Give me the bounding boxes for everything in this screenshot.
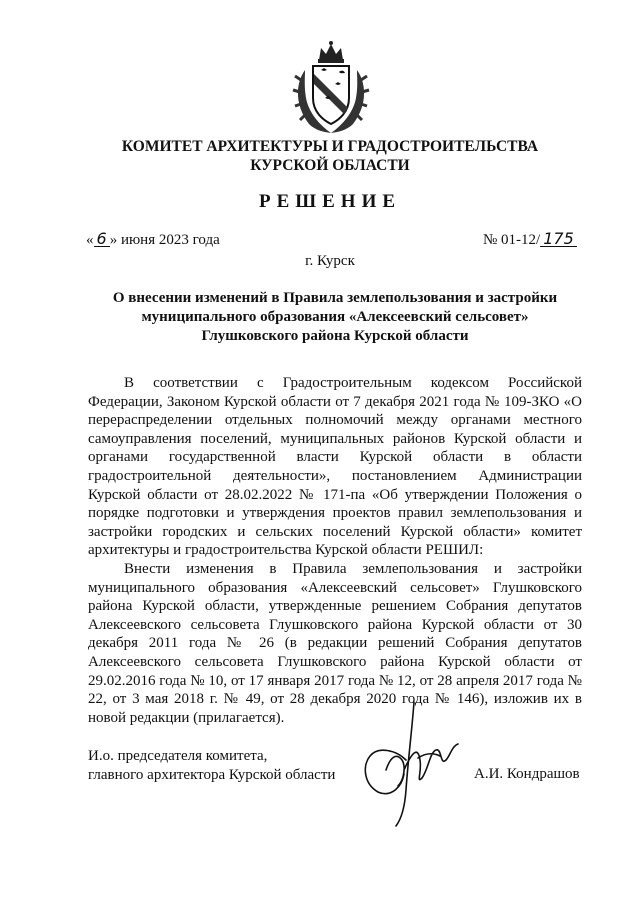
number-value-handwritten: 175 — [540, 231, 577, 247]
position-line1: И.о. председателя комитета, — [88, 748, 268, 764]
date-month-year: июня 2023 года — [117, 232, 220, 248]
decision-date — [86, 231, 220, 249]
decision-body — [88, 374, 582, 727]
body-paragraph-resolution: Внести изменения в Правила землепользования и застройки муниципального образования «Алексеевский сельсовет» Глушковского района Курской области, утвержденные решением Собрания депутатов Алексеевского сельсовета Глушковского района Курской области от 30 декабря 2011 года № 26 (в редакции решений Собрания депутатов Алексеевского сельсовета Глушковского района Курской области от 29.02.2016 года № 10, от 17 января 2017 года № 12, от 28 апреля 2017 года № 22, от 3 мая 2018 г. № 49, от 28 декабря 2020 года № 146), изложив их в новой редакции (прилагается). — [88, 560, 582, 726]
subject-line1: О внесении изменений в Правила землепользования и застройки — [112, 290, 558, 306]
date-day-handwritten: 6 — [94, 231, 110, 247]
organization-name — [60, 137, 600, 175]
decision-number — [483, 231, 577, 249]
org-name-line2: КУРСКОЙ ОБЛАСТИ — [250, 157, 410, 174]
subject-line3: Глушковского района Курской области — [201, 328, 469, 344]
signatory-name: А.И. Кондрашов — [474, 766, 580, 782]
date-close-quote: » — [109, 232, 118, 248]
signatory-position — [88, 747, 335, 785]
number-prefix: № 01-12/ — [483, 232, 541, 248]
body-paragraph-preamble: В соответствии с Градостроительным кодексом Российской Федерации, Законом Курской области от 7 декабря 2021 года № 109-ЗКО «О перераспределении отдельных полномочий между органами местного самоуправления поселений, муниципальных районов Курской области и органами государственной власти Курской области в области градостроительной деятельности», постановлением Администрации Курской области от 28.02.2022 № 171-па «Об утверждении Положения о порядке подготовки и утверждения проектов правил землепользования и застройки городских и сельских поселений Курской области» комитет архитектуры и градостроительства Курской области РЕШИЛ: — [88, 375, 582, 559]
date-open-quote: « — [86, 232, 94, 248]
org-name-line1: КОМИТЕТ АРХИТЕКТУРЫ И ГРАДОСТРОИТЕЛЬСТВА — [121, 138, 539, 155]
position-line2: главного архитектора Курской области — [88, 767, 336, 783]
handwritten-signature — [356, 700, 468, 828]
subject-line2: муниципального образования «Алексеевский сельсовет» — [141, 309, 529, 325]
city: г. Курск — [305, 253, 355, 269]
document-type-heading: РЕШЕНИЕ — [258, 191, 402, 212]
coat-of-arms-emblem — [291, 40, 371, 136]
decision-subject — [84, 289, 586, 346]
